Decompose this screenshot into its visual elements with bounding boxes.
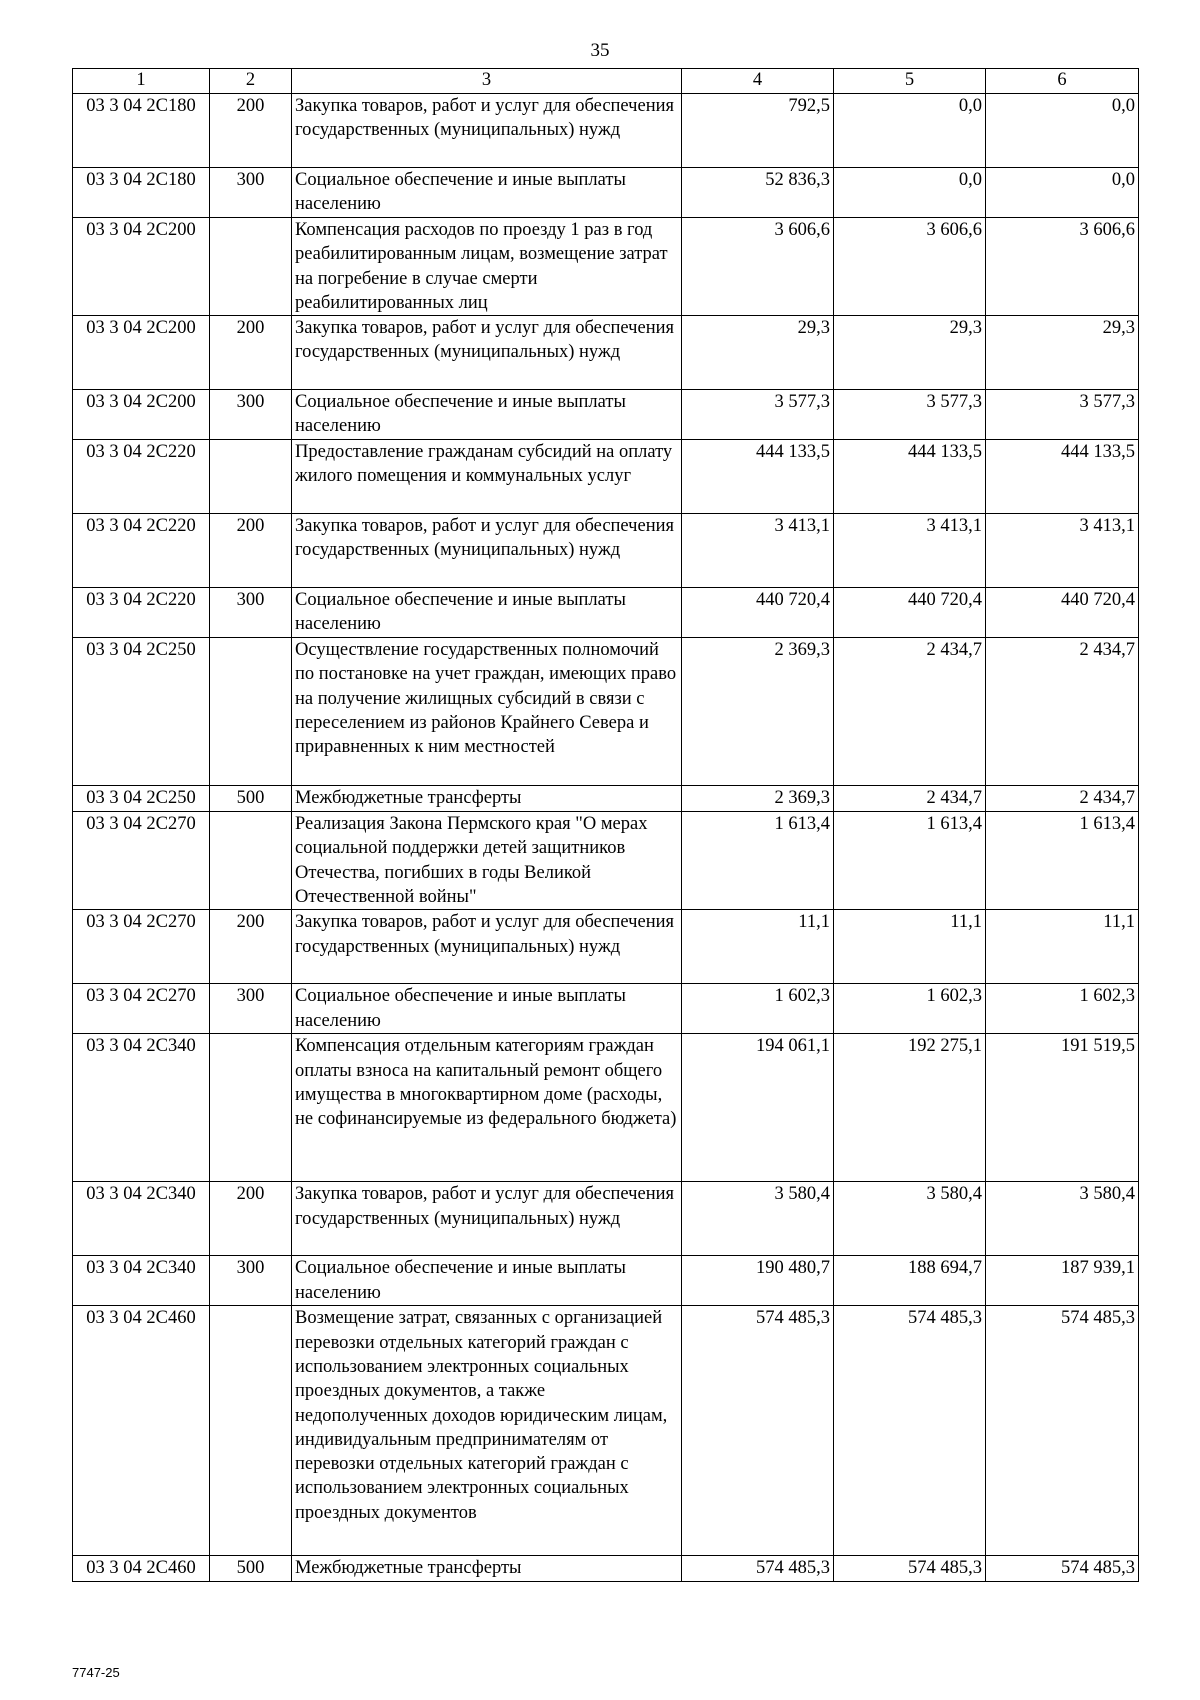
row-value-col5: 440 720,4	[834, 588, 986, 638]
budget-table	[72, 68, 1139, 1582]
row-code: 03 3 04 2С340	[73, 1256, 210, 1306]
column-header-6: 6	[986, 69, 1139, 94]
row-value-col4: 11,1	[682, 910, 834, 984]
table-row	[73, 812, 1139, 910]
row-expense-type	[210, 1306, 292, 1556]
row-value-col5: 29,3	[834, 316, 986, 390]
row-value-col6: 3 606,6	[986, 218, 1139, 316]
row-code: 03 3 04 2С270	[73, 984, 210, 1034]
row-value-col4: 194 061,1	[682, 1034, 834, 1182]
row-value-col4: 3 413,1	[682, 514, 834, 588]
row-value-col5: 0,0	[834, 168, 986, 218]
row-code: 03 3 04 2С270	[73, 910, 210, 984]
row-value-col5: 188 694,7	[834, 1256, 986, 1306]
row-value-col5: 2 434,7	[834, 786, 986, 812]
row-description: Возмещение затрат, связанных с организацией перевозки отдельных категорий граждан с использованием электронных социальных проездных документов, а также недополученных доходов юридическим лицам, индивидуальным предпринимателям от перевозки отдельных категорий граждан с использованием электронных социальных проездных документов	[292, 1306, 682, 1556]
table-row	[73, 588, 1139, 638]
row-description: Социальное обеспечение и иные выплаты населению	[292, 168, 682, 218]
row-expense-type: 300	[210, 588, 292, 638]
row-description: Межбюджетные трансферты	[292, 786, 682, 812]
row-value-col4: 1 602,3	[682, 984, 834, 1034]
row-code: 03 3 04 2С340	[73, 1182, 210, 1256]
row-description: Компенсация отдельным категориям граждан оплаты взноса на капитальный ремонт общего имущества в многоквартирном доме (расходы, не софинансируемые из федерального бюджета)	[292, 1034, 682, 1182]
page-number: 35	[590, 40, 610, 61]
row-description: Предоставление гражданам субсидий на оплату жилого помещения и коммунальных услуг	[292, 440, 682, 514]
row-expense-type: 300	[210, 168, 292, 218]
table-row	[73, 910, 1139, 984]
row-expense-type: 200	[210, 94, 292, 168]
row-value-col4: 29,3	[682, 316, 834, 390]
table-row	[73, 1306, 1139, 1556]
table-header-row	[73, 69, 1139, 94]
row-description: Социальное обеспечение и иные выплаты населению	[292, 390, 682, 440]
row-expense-type	[210, 812, 292, 910]
table-row	[73, 984, 1139, 1034]
row-description: Закупка товаров, работ и услуг для обеспечения государственных (муниципальных) нужд	[292, 1182, 682, 1256]
table-row	[73, 390, 1139, 440]
table-row	[73, 440, 1139, 514]
row-code: 03 3 04 2С200	[73, 316, 210, 390]
row-description: Закупка товаров, работ и услуг для обеспечения государственных (муниципальных) нужд	[292, 910, 682, 984]
row-value-col6: 3 413,1	[986, 514, 1139, 588]
row-expense-type	[210, 1034, 292, 1182]
row-value-col6: 574 485,3	[986, 1556, 1139, 1582]
row-description: Реализация Закона Пермского края "О мерах социальной поддержки детей защитников Отечества, погибших в годы Великой Отечественной войны"	[292, 812, 682, 910]
row-value-col5: 192 275,1	[834, 1034, 986, 1182]
row-description: Осуществление государственных полномочий по постановке на учет граждан, имеющих право на получение жилищных субсидий в связи с переселением из районов Крайнего Севера и приравненных к ним местностей	[292, 638, 682, 786]
row-value-col4: 444 133,5	[682, 440, 834, 514]
row-code: 03 3 04 2С220	[73, 514, 210, 588]
row-value-col6: 29,3	[986, 316, 1139, 390]
document-footer-code: 7747-25	[72, 1665, 120, 1680]
row-code: 03 3 04 2С250	[73, 638, 210, 786]
table-row	[73, 168, 1139, 218]
row-value-col4: 792,5	[682, 94, 834, 168]
row-value-col4: 2 369,3	[682, 638, 834, 786]
row-code: 03 3 04 2С220	[73, 588, 210, 638]
row-expense-type: 200	[210, 514, 292, 588]
row-value-col6: 440 720,4	[986, 588, 1139, 638]
table-row	[73, 218, 1139, 316]
row-value-col5: 444 133,5	[834, 440, 986, 514]
row-value-col6: 574 485,3	[986, 1306, 1139, 1556]
row-expense-type: 300	[210, 1256, 292, 1306]
row-value-col4: 440 720,4	[682, 588, 834, 638]
row-expense-type	[210, 440, 292, 514]
row-value-col5: 3 413,1	[834, 514, 986, 588]
row-value-col5: 11,1	[834, 910, 986, 984]
row-expense-type: 500	[210, 1556, 292, 1582]
row-code: 03 3 04 2С200	[73, 390, 210, 440]
row-value-col4: 574 485,3	[682, 1556, 834, 1582]
row-expense-type: 200	[210, 316, 292, 390]
row-expense-type: 500	[210, 786, 292, 812]
row-value-col5: 1 602,3	[834, 984, 986, 1034]
row-expense-type: 200	[210, 1182, 292, 1256]
row-value-col6: 2 434,7	[986, 638, 1139, 786]
row-description: Закупка товаров, работ и услуг для обеспечения государственных (муниципальных) нужд	[292, 514, 682, 588]
row-code: 03 3 04 2С340	[73, 1034, 210, 1182]
row-description: Социальное обеспечение и иные выплаты населению	[292, 588, 682, 638]
row-value-col4: 52 836,3	[682, 168, 834, 218]
table-row	[73, 1556, 1139, 1582]
row-code: 03 3 04 2С180	[73, 94, 210, 168]
column-header-5: 5	[834, 69, 986, 94]
row-description: Социальное обеспечение и иные выплаты населению	[292, 984, 682, 1034]
row-value-col4: 190 480,7	[682, 1256, 834, 1306]
row-value-col6: 2 434,7	[986, 786, 1139, 812]
row-value-col4: 574 485,3	[682, 1306, 834, 1556]
row-description: Закупка товаров, работ и услуг для обеспечения государственных (муниципальных) нужд	[292, 94, 682, 168]
row-description: Межбюджетные трансферты	[292, 1556, 682, 1582]
table-row	[73, 1256, 1139, 1306]
row-code: 03 3 04 2С270	[73, 812, 210, 910]
row-value-col6: 444 133,5	[986, 440, 1139, 514]
column-header-1: 1	[73, 69, 210, 94]
row-expense-type: 200	[210, 910, 292, 984]
row-value-col5: 2 434,7	[834, 638, 986, 786]
row-value-col4: 2 369,3	[682, 786, 834, 812]
table-row	[73, 316, 1139, 390]
table-row	[73, 1182, 1139, 1256]
row-value-col6: 11,1	[986, 910, 1139, 984]
row-code: 03 3 04 2С200	[73, 218, 210, 316]
row-value-col5: 574 485,3	[834, 1556, 986, 1582]
row-expense-type: 300	[210, 390, 292, 440]
row-value-col5: 3 580,4	[834, 1182, 986, 1256]
table-row	[73, 94, 1139, 168]
row-description: Компенсация расходов по проезду 1 раз в год реабилитированным лицам, возмещение затрат на погребение в случае смерти реабилитированных лиц	[292, 218, 682, 316]
table-row	[73, 786, 1139, 812]
column-header-4: 4	[682, 69, 834, 94]
row-value-col5: 574 485,3	[834, 1306, 986, 1556]
row-value-col6: 187 939,1	[986, 1256, 1139, 1306]
row-expense-type	[210, 638, 292, 786]
row-code: 03 3 04 2С460	[73, 1306, 210, 1556]
row-value-col5: 0,0	[834, 94, 986, 168]
row-value-col4: 3 577,3	[682, 390, 834, 440]
column-header-3: 3	[292, 69, 682, 94]
table-row	[73, 1034, 1139, 1182]
row-expense-type	[210, 218, 292, 316]
row-code: 03 3 04 2С460	[73, 1556, 210, 1582]
row-value-col6: 191 519,5	[986, 1034, 1139, 1182]
row-value-col6: 0,0	[986, 168, 1139, 218]
row-code: 03 3 04 2С250	[73, 786, 210, 812]
row-value-col5: 1 613,4	[834, 812, 986, 910]
row-code: 03 3 04 2С180	[73, 168, 210, 218]
column-header-2: 2	[210, 69, 292, 94]
row-value-col6: 3 577,3	[986, 390, 1139, 440]
row-description: Закупка товаров, работ и услуг для обеспечения государственных (муниципальных) нужд	[292, 316, 682, 390]
row-value-col5: 3 577,3	[834, 390, 986, 440]
row-value-col5: 3 606,6	[834, 218, 986, 316]
table-row	[73, 514, 1139, 588]
row-description: Социальное обеспечение и иные выплаты населению	[292, 1256, 682, 1306]
row-value-col4: 3 606,6	[682, 218, 834, 316]
row-value-col4: 1 613,4	[682, 812, 834, 910]
row-value-col4: 3 580,4	[682, 1182, 834, 1256]
row-code: 03 3 04 2С220	[73, 440, 210, 514]
row-expense-type: 300	[210, 984, 292, 1034]
row-value-col6: 1 613,4	[986, 812, 1139, 910]
row-value-col6: 1 602,3	[986, 984, 1139, 1034]
table-row	[73, 638, 1139, 786]
row-value-col6: 3 580,4	[986, 1182, 1139, 1256]
row-value-col6: 0,0	[986, 94, 1139, 168]
